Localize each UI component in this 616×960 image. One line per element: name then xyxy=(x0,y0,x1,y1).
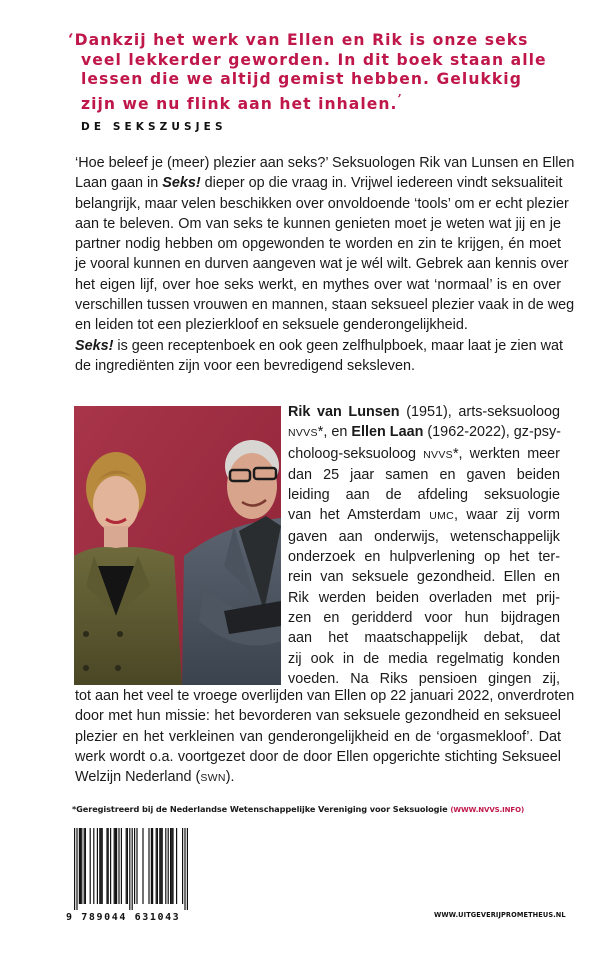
barcode-bar xyxy=(126,828,127,904)
publisher-website[interactable]: WWW.UITGEVERIJPROMETHEUS.NL xyxy=(434,911,566,919)
barcode-bar xyxy=(176,828,177,904)
barcode-bar xyxy=(118,828,119,904)
barcode-bar xyxy=(172,828,173,904)
barcode-bar xyxy=(99,828,100,904)
barcode-bar xyxy=(85,828,86,904)
barcode-bar xyxy=(115,828,116,904)
barcode-bar xyxy=(165,828,166,904)
barcode-bar xyxy=(116,828,117,904)
barcode-bar xyxy=(132,828,133,910)
barcode-bar xyxy=(108,828,109,904)
author-bio-continued: tot aan het veel te vroege overlijden van Ellen op 22 januari 2022, onverdroten door met hun missie: het bevorderen van seksuele gezondheid en seksueel plezier en het verkleinen van genderongelijkheid en de ‘orgasmekloof’. Dat werk wordt o.a. voortgezet door de door Ellen opgerichte stichting Seksueel Welzijn Nederland (SWN). xyxy=(75,688,575,786)
barcode-bar xyxy=(84,828,85,904)
author-photo-illustration xyxy=(74,406,281,685)
barcode-bar xyxy=(93,828,94,904)
barcode-bar xyxy=(171,828,172,904)
author-bio: Rik van Lunsen (1951), arts-seksuoloog NVVS*, en Ellen Laan (1962-2022), gz-psy- choloog-seksuoloog NVVS*, werkten meer dan 25 jaar samen en gaven beiden leiding aan de afdeling seksuologie van het Amsterdam UMC, waar zij vorm gaven aan onderwijs, wetenschappelijk onderzoek en hulpverlening op het ter- rein van seksuele gezondheid. Ellen en Rik werden beiden overladen met prij- zen en geridderd voor hun bijdragen aan het maatschappelijk debat, dat zij ook in de media regelmatig konden voeden. Na Riks pensioen gingen zij, xyxy=(288,404,561,687)
book-title: Seks! xyxy=(162,175,201,192)
isbn-barcode xyxy=(66,828,196,923)
barcode-bar xyxy=(127,828,128,904)
barcode-bar xyxy=(76,828,77,910)
isbn-number: 9 789044 631043 xyxy=(66,912,181,923)
quote-line: veel lekkerder geworden. In dit boek staan alle xyxy=(81,50,547,69)
footnote: *Geregistreerd bij de Nederlandse Wetenschappelijke Vereniging voor Seksuologie (WWW.NVVS.INFO) xyxy=(72,804,525,814)
barcode-bar xyxy=(136,828,137,904)
quote-line: lessen die we altijd gemist hebben. Gelukkig xyxy=(81,70,522,88)
barcode-bar xyxy=(74,828,75,910)
barcode-bar xyxy=(182,828,183,904)
barcode-bar xyxy=(114,828,115,904)
barcode-bar xyxy=(142,828,143,904)
barcode-bar xyxy=(81,828,82,904)
barcode-bar xyxy=(106,828,107,904)
intro-paragraph-1: ‘Hoe beleef je (meer) plezier aan seks?’ Seksuologen Rik van Lunsen en Ellen Laan gaan in Seks! dieper op die vraag in. Vrijwel iedereen vindt seksualiteit belangrijk, maar velen beschikken over onvoldoende ‘tools’ om er echt plezier aan te beleven. Om van seks te kunnen genieten moet je weten wat jij en je partner nodig hebben om opgewonden te worden en zin te krijgen, én moet je vooral kunnen en durven aangeven wat je wél wilt. Gebrek aan kennis over het eigen lijf, over hoe seks werkt, en mythes over wat ‘normaal’ is en over verschillen tussen vrouwen en mannen, staan seksueel plezier vaak in de weg en leiden tot een plezierkloof en seksuele genderongelijkheid. xyxy=(75,155,575,334)
blurb-intro xyxy=(75,153,575,376)
barcode-bar xyxy=(100,828,101,904)
barcode-bar xyxy=(151,828,152,904)
close-quote-mark: ’ xyxy=(397,91,403,106)
barcode-bar xyxy=(160,828,161,904)
open-quote-mark: ‘ xyxy=(68,30,75,49)
barcode-bar xyxy=(110,828,111,904)
quote-attribution: DE SEKSZUSJES xyxy=(81,121,227,133)
barcode-bar xyxy=(80,828,81,904)
barcode-bars xyxy=(74,828,188,910)
barcode-bar xyxy=(168,828,169,904)
author-name-rik: Rik van Lunsen xyxy=(288,404,400,420)
barcode-graphic xyxy=(74,828,188,910)
barcode-bar xyxy=(184,828,185,910)
barcode-bar xyxy=(162,828,163,904)
book-title: Seks! xyxy=(75,337,114,354)
barcode-bar xyxy=(129,828,130,910)
barcode-bar xyxy=(97,828,98,904)
barcode-bar xyxy=(134,828,135,904)
intro-paragraph-2: Seks! is geen receptenboek en ook geen zelfhulpboek, maar laat je zien wat de ingrediënten zijn voor een bevredigend seksleven. xyxy=(75,337,564,374)
barcode-bar xyxy=(152,828,153,904)
barcode-bar xyxy=(170,828,171,904)
nvvs-link[interactable]: (WWW.NVVS.INFO) xyxy=(450,806,525,814)
author-photo xyxy=(74,406,281,685)
barcode-bar xyxy=(148,828,149,904)
barcode-bar xyxy=(90,828,91,904)
barcode-bar xyxy=(187,828,188,910)
barcode-bar xyxy=(121,828,122,904)
barcode-bar xyxy=(79,828,80,904)
barcode-bar xyxy=(102,828,103,904)
pull-quote xyxy=(68,30,568,114)
barcode-bar xyxy=(159,828,160,904)
author-name-ellen: Ellen Laan xyxy=(351,424,424,441)
quote-line: zijn we nu flink aan het inhalen.’ xyxy=(81,91,403,113)
quote-line: ‘Dankzij het werk van Ellen en Rik is onze seks xyxy=(68,30,529,49)
barcode-bar xyxy=(156,828,157,904)
barcode-bar xyxy=(157,828,158,904)
